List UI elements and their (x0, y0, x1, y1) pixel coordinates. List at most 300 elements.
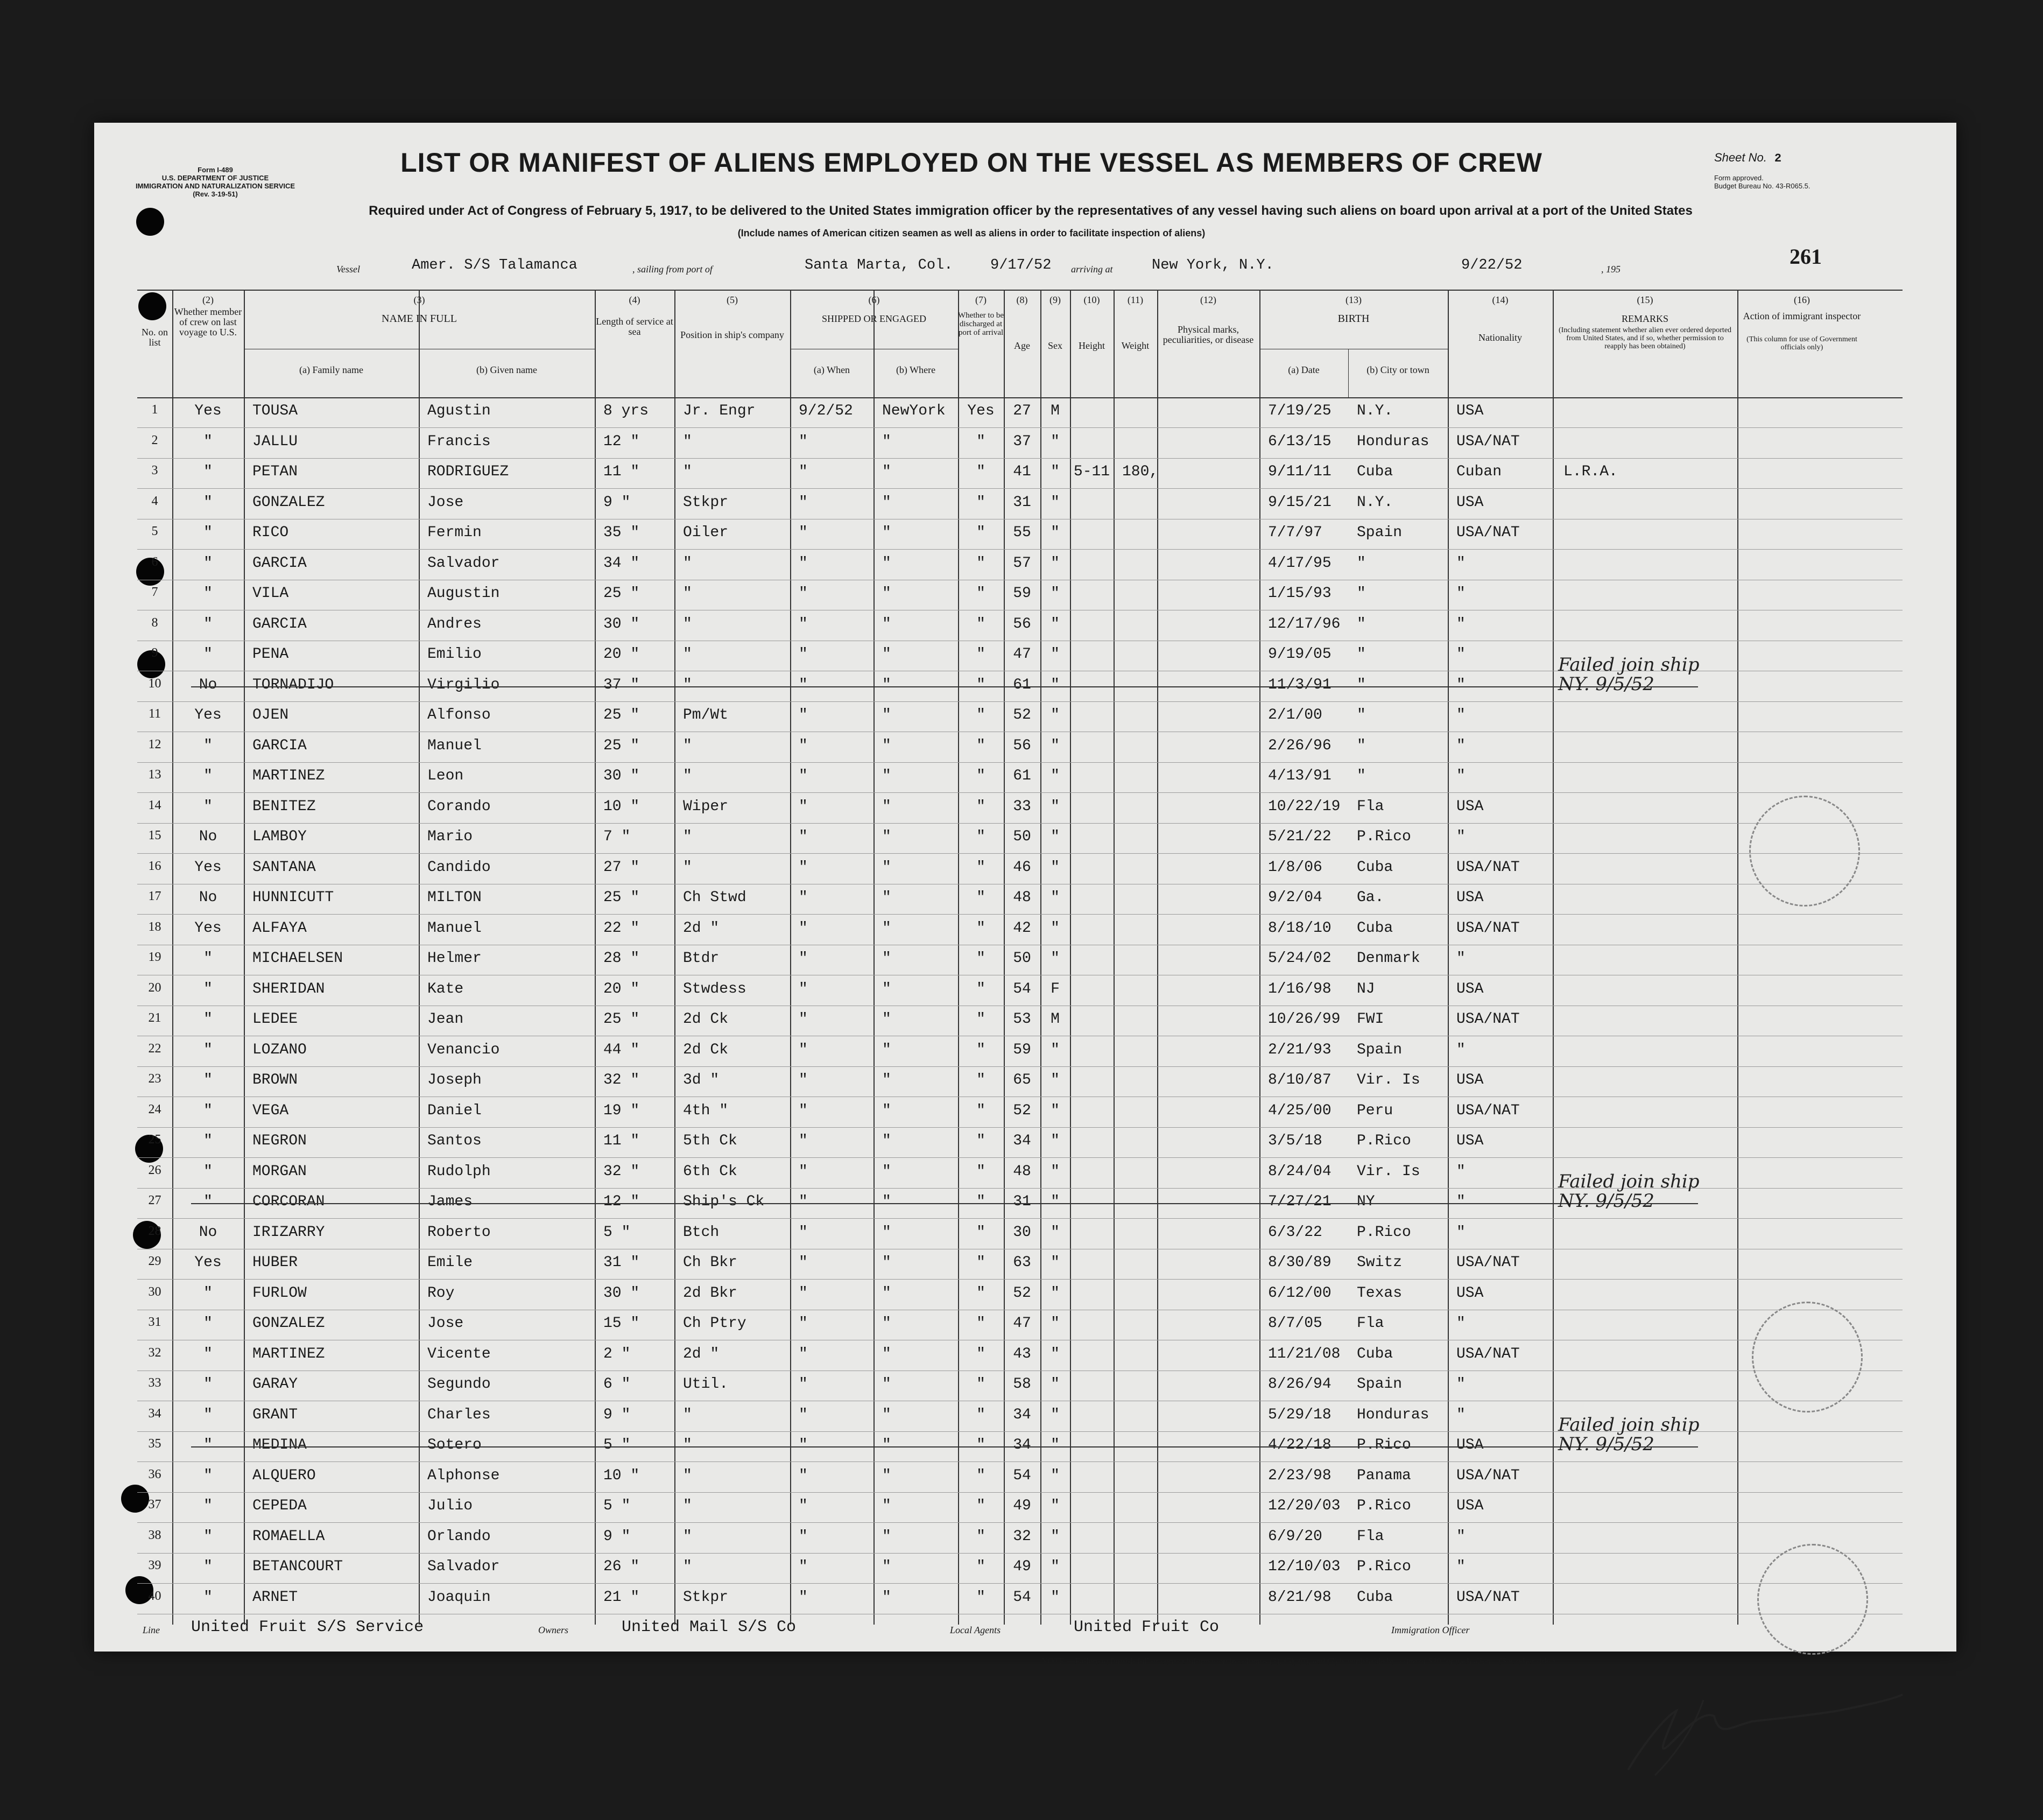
cell-last: No (199, 676, 217, 693)
cell-position: 2d Ck (683, 1041, 729, 1058)
cell-sex: " (1051, 1072, 1060, 1088)
cell-where: " (882, 768, 891, 784)
cell-position: Oiler (683, 524, 729, 541)
cell-nat: USA (1456, 798, 1484, 815)
cell-when: " (799, 828, 808, 845)
cell-when: " (799, 646, 808, 663)
cell-last: " (203, 737, 213, 754)
cell-disch: " (976, 1376, 985, 1393)
cell-family: HUBER (252, 1254, 298, 1271)
col-inspector-header: Action of immigrant inspector (1743, 311, 1861, 321)
cell-service: 10 " (603, 1467, 640, 1484)
table-row (137, 1492, 1903, 1523)
cell-age: 52 (1013, 707, 1031, 723)
col-service-header: Length of service at sea (596, 316, 673, 337)
cell-family: MEDINA (252, 1437, 307, 1453)
cell-sex: " (1051, 1254, 1060, 1271)
cell-city: Fla (1357, 798, 1384, 815)
cell-no: 7 (151, 585, 158, 599)
cell-where: " (882, 1102, 891, 1119)
cell-birth-date: 4/13/91 (1268, 768, 1332, 784)
cell-last: Yes (194, 403, 222, 419)
cell-age: 54 (1013, 980, 1031, 997)
sailing-label: , sailing from port of (632, 264, 713, 275)
cell-sex: " (1051, 524, 1060, 541)
cell-family: BENITEZ (252, 798, 316, 815)
cell-service: 11 " (603, 1133, 640, 1149)
cell-nat: USA/NAT (1456, 1254, 1520, 1271)
cell-family: TORNADIJO (252, 676, 334, 693)
cell-given: Salvador (427, 554, 500, 572)
cell-given: Manuel (427, 737, 482, 754)
cell-disch: " (976, 1133, 985, 1149)
cell-when: " (799, 919, 808, 937)
cell-age: 49 (1013, 1558, 1031, 1575)
cell-disch: " (976, 1558, 985, 1575)
cell-disch: " (976, 1041, 985, 1058)
cell-family: GARCIA (252, 554, 307, 572)
cell-service: 12 " (603, 1193, 640, 1210)
cell-city: Cuba (1357, 463, 1393, 480)
cell-where: " (882, 463, 891, 480)
col-city-header: (b) City or town (1366, 364, 1429, 375)
cell-last: " (203, 494, 213, 511)
cell-city: FWI (1357, 1011, 1384, 1028)
cell-last: " (203, 1406, 213, 1423)
cell-sex: " (1051, 1102, 1060, 1119)
cell-service: 34 " (603, 554, 640, 572)
cell-position: " (683, 646, 692, 663)
cell-when: " (799, 463, 808, 480)
arrival-date: 9/22/52 (1461, 257, 1523, 273)
cell-service: 27 " (603, 859, 640, 876)
cell-no: 19 (148, 950, 161, 964)
cell-when: " (799, 1072, 808, 1088)
cell-birth-date: 8/24/04 (1268, 1163, 1332, 1180)
cell-last: " (203, 554, 213, 572)
cell-given: Leon (427, 768, 464, 784)
cell-sex: " (1051, 1437, 1060, 1453)
cell-disch: " (976, 919, 985, 937)
cell-when: " (799, 1315, 808, 1332)
cell-no: 34 (148, 1406, 161, 1421)
cell-last: Yes (194, 1254, 222, 1271)
agents-value: United Fruit Co (1074, 1618, 1220, 1636)
cell-disch: " (976, 615, 985, 633)
col-last-voyage-header: Whether member of crew on last voyage to U.S. (174, 306, 242, 338)
cell-no: 8 (151, 615, 158, 630)
cell-disch: " (976, 1254, 985, 1271)
cell-age: 48 (1013, 1163, 1031, 1180)
cell-given: Andres (427, 615, 482, 633)
cell-age: 30 (1013, 1224, 1031, 1241)
cell-position: 2d " (683, 1345, 720, 1362)
cell-when: " (799, 1558, 808, 1575)
cell-where: " (882, 980, 891, 997)
cell-last: Yes (194, 859, 222, 876)
cell-last: " (203, 798, 213, 815)
cell-disch: " (976, 980, 985, 997)
cell-when: " (799, 585, 808, 602)
cell-when: " (799, 859, 808, 876)
cell-no: 35 (148, 1437, 161, 1451)
arriving-label: arriving at (1071, 264, 1113, 275)
cell-disch: " (976, 1193, 985, 1210)
cell-last: " (203, 1072, 213, 1088)
cell-age: 43 (1013, 1345, 1031, 1362)
cell-nat: USA (1456, 1072, 1484, 1088)
table-row (137, 915, 1903, 945)
cell-city: Cuba (1357, 859, 1393, 876)
cell-last: " (203, 1102, 213, 1119)
cell-where: " (882, 433, 891, 450)
cell-nat: USA/NAT (1456, 524, 1520, 541)
cell-sex: " (1051, 950, 1060, 967)
col-age-header: Age (1014, 340, 1030, 351)
cell-nat: USA/NAT (1456, 859, 1520, 876)
cell-when: " (799, 737, 808, 754)
cell-last: " (203, 1376, 213, 1393)
cell-no: 24 (148, 1102, 161, 1116)
cell-birth-date: 9/15/21 (1268, 494, 1332, 511)
cell-no: 33 (148, 1376, 161, 1390)
cell-no: 11 (148, 707, 161, 721)
cell-disch: Yes (967, 403, 995, 419)
cell-where: " (882, 798, 891, 815)
cell-city: " (1357, 737, 1366, 754)
cell-position: Stkpr (683, 494, 729, 511)
cell-family: NEGRON (252, 1133, 307, 1149)
cell-last: " (203, 1558, 213, 1575)
table-row (137, 1340, 1903, 1371)
cell-no: 25 (148, 1133, 161, 1147)
cell-when: " (799, 1376, 808, 1393)
cell-where: " (882, 859, 891, 876)
col-family-name-header: (a) Family name (299, 364, 363, 375)
cell-city: P.Rico (1357, 1437, 1411, 1453)
cell-given: Virgilio (427, 676, 500, 693)
cell-family: MARTINEZ (252, 1345, 325, 1362)
footer-note: NOTE.—Failure to furnish full or correct information in columns (3), (5), (6), and (7) is punishable by a fine of $10 for each alien. (See other side.) (1041, 1657, 1555, 1666)
cell-given: James (427, 1193, 473, 1210)
cell-position: Stkpr (683, 1589, 729, 1606)
cell-sex: " (1051, 707, 1060, 723)
cell-no: 29 (148, 1254, 161, 1268)
cell-disch: " (976, 1224, 985, 1241)
cell-nat: USA (1456, 1498, 1484, 1514)
cell-position: " (683, 585, 692, 602)
cell-where: " (882, 676, 891, 693)
cell-position: Stwdess (683, 980, 746, 997)
sheet-number: Sheet No. 2 (1714, 151, 1782, 165)
cell-birth-date: 5/21/22 (1268, 828, 1332, 845)
cell-no: 31 (148, 1315, 161, 1329)
departure-date: 9/17/52 (990, 257, 1052, 273)
cell-disch: " (976, 554, 985, 572)
cell-last: " (203, 1284, 213, 1302)
cell-family: TOUSA (252, 403, 298, 419)
cell-last: Yes (194, 919, 222, 937)
cell-service: 25 " (603, 737, 640, 754)
cell-disch: " (976, 1011, 985, 1028)
cell-position: " (683, 859, 692, 876)
cell-last: " (203, 1315, 213, 1332)
cell-where: " (882, 1224, 891, 1241)
cell-family: VEGA (252, 1102, 289, 1119)
cell-age: 34 (1013, 1133, 1031, 1149)
cell-age: 32 (1013, 1528, 1031, 1545)
cell-age: 34 (1013, 1437, 1031, 1453)
cell-given: Venancio (427, 1041, 500, 1058)
remarks-note: Failed join ship NY. 9/5/52 (1558, 1414, 1700, 1455)
cell-family: HUNNICUTT (252, 889, 334, 906)
cell-sex: " (1051, 615, 1060, 633)
table-row (137, 854, 1903, 884)
cell-city: NY (1357, 1193, 1375, 1210)
remarks-note: Failed join ship NY. 9/5/52 (1558, 653, 1700, 695)
cell-last: " (203, 1193, 213, 1210)
cell-sex: " (1051, 919, 1060, 937)
cell-last: " (203, 1528, 213, 1545)
cell-nat: " (1456, 676, 1466, 693)
cell-birth-date: 4/22/18 (1268, 1437, 1332, 1453)
cell-service: 30 " (603, 615, 640, 633)
cell-given: Orlando (427, 1528, 491, 1545)
cell-no: 9 (151, 646, 158, 660)
table-row (137, 1553, 1903, 1584)
cell-where: NewYork (882, 403, 946, 419)
table-row (137, 1219, 1903, 1249)
col-nationality-header: Nationality (1478, 332, 1522, 343)
officer-label: Immigration Officer (1391, 1625, 1470, 1635)
cell-where: " (882, 585, 891, 602)
cell-age: 42 (1013, 919, 1031, 937)
cell-where: " (882, 828, 891, 845)
cell-where: " (882, 1345, 891, 1362)
table-row (137, 793, 1903, 824)
inspector-stamp (1749, 796, 1860, 907)
cell-birth-date: 6/12/00 (1268, 1284, 1332, 1302)
cell-sex: " (1051, 1315, 1060, 1332)
cell-sex: " (1051, 1284, 1060, 1302)
cell-disch: " (976, 1467, 985, 1484)
table-row (137, 1584, 1903, 1614)
col-height-header: Height (1079, 340, 1105, 351)
cell-sex: " (1051, 433, 1060, 450)
cell-birth-date: 6/13/15 (1268, 433, 1332, 450)
cell-last: Yes (194, 707, 222, 723)
cell-birth-date: 2/26/96 (1268, 737, 1332, 754)
cell-age: 49 (1013, 1498, 1031, 1514)
cell-family: JALLU (252, 433, 298, 450)
cell-given: Alfonso (427, 707, 491, 723)
cell-last: " (203, 1589, 213, 1606)
line-value: United Fruit S/S Service (191, 1618, 424, 1636)
cell-birth-date: 7/27/21 (1268, 1193, 1332, 1210)
cell-birth-date: 3/5/18 (1268, 1133, 1322, 1149)
cell-no: 1 (151, 403, 158, 417)
cell-last: " (203, 1345, 213, 1362)
cell-no: 23 (148, 1072, 161, 1086)
cell-family: CORCORAN (252, 1193, 325, 1210)
cell-family: BETANCOURT (252, 1558, 343, 1575)
cell-no: 10 (148, 676, 161, 691)
cell-age: 58 (1013, 1376, 1031, 1393)
cell-sex: " (1051, 1589, 1060, 1606)
strike-through-line (191, 686, 1698, 687)
cell-position: " (683, 1498, 692, 1514)
cell-when: " (799, 433, 808, 450)
cell-disch: " (976, 585, 985, 602)
cell-no: 26 (148, 1163, 161, 1177)
cell-age: 56 (1013, 615, 1031, 633)
cell-disch: " (976, 1102, 985, 1119)
cell-birth-date: 2/23/98 (1268, 1467, 1332, 1484)
cell-last: " (203, 585, 213, 602)
cell-service: 44 " (603, 1041, 640, 1058)
cell-service: 6 " (603, 1376, 631, 1393)
cell-nat: USA (1456, 1437, 1484, 1453)
cell-disch: " (976, 768, 985, 784)
cell-where: " (882, 1589, 891, 1606)
cell-disch: " (976, 1072, 985, 1088)
cell-when: " (799, 768, 808, 784)
cell-last: No (199, 828, 217, 845)
cell-disch: " (976, 676, 985, 693)
cell-when: " (799, 889, 808, 906)
cell-family: GARCIA (252, 737, 307, 754)
cell-given: Helmer (427, 950, 482, 967)
cell-sex: " (1051, 585, 1060, 602)
cell-disch: " (976, 1498, 985, 1514)
cell-age: 33 (1013, 798, 1031, 815)
cell-sex: " (1051, 737, 1060, 754)
cell-given: RODRIGUEZ (427, 463, 509, 480)
cell-city: Cuba (1357, 1345, 1393, 1362)
strike-through-line (191, 1203, 1698, 1204)
col-weight-header: Weight (1121, 340, 1150, 351)
cell-family: CEPEDA (252, 1498, 307, 1514)
cell-position: 4th " (683, 1102, 729, 1119)
cell-nat: " (1456, 737, 1466, 754)
cell-nat: USA (1456, 1133, 1484, 1149)
cell-given: Charles (427, 1406, 491, 1423)
cell-age: 59 (1013, 1041, 1031, 1058)
cell-city: " (1357, 554, 1366, 572)
cell-where: " (882, 1163, 891, 1180)
cell-where: " (882, 1193, 891, 1210)
cell-nat: " (1456, 1224, 1466, 1241)
cell-family: ALQUERO (252, 1467, 316, 1484)
cell-birth-date: 8/26/94 (1268, 1376, 1332, 1393)
cell-nat: " (1456, 554, 1466, 572)
cell-service: 9 " (603, 494, 631, 511)
cell-given: Jose (427, 494, 464, 511)
cell-when: " (799, 1345, 808, 1362)
cell-no: 2 (151, 433, 158, 447)
cell-nat: " (1456, 1558, 1466, 1575)
cell-when: " (799, 615, 808, 633)
cell-birth-date: 8/18/10 (1268, 919, 1332, 937)
cell-when: " (799, 1011, 808, 1028)
cell-birth-date: 7/19/25 (1268, 403, 1332, 419)
cell-sex: " (1051, 554, 1060, 572)
owners-label: Owners (538, 1625, 569, 1635)
cell-service: 30 " (603, 768, 640, 784)
cell-sex: " (1051, 1163, 1060, 1180)
cell-nat: USA (1456, 980, 1484, 997)
cell-sex: " (1051, 1498, 1060, 1514)
table-row (137, 519, 1903, 550)
cell-no: 17 (148, 889, 161, 903)
cell-given: Augustin (427, 585, 500, 602)
cell-position: 2d Ck (683, 1011, 729, 1028)
cell-disch: " (976, 950, 985, 967)
cell-service: 22 " (603, 919, 640, 937)
cell-city: Cuba (1357, 919, 1393, 937)
cell-where: " (882, 1254, 891, 1271)
cell-sex: M (1051, 403, 1060, 419)
cell-age: 55 (1013, 524, 1031, 541)
cell-service: 32 " (603, 1163, 640, 1180)
cell-remarks: L.R.A. (1563, 463, 1618, 480)
cell-disch: " (976, 707, 985, 723)
cell-last: " (203, 1163, 213, 1180)
cell-sex: " (1051, 1041, 1060, 1058)
cell-disch: " (976, 463, 985, 480)
cell-city: Spain (1357, 1041, 1403, 1058)
col-where-header: (b) Where (896, 364, 936, 375)
cell-position: 6th Ck (683, 1163, 737, 1180)
cell-city: " (1357, 585, 1366, 602)
cell-no: 27 (148, 1193, 161, 1207)
cell-disch: " (976, 433, 985, 450)
cell-when: 9/2/52 (799, 403, 853, 419)
cell-birth-date: 1/16/98 (1268, 980, 1332, 997)
cell-service: 20 " (603, 980, 640, 997)
cell-when: " (799, 1528, 808, 1545)
cell-sex: " (1051, 828, 1060, 845)
cell-disch: " (976, 737, 985, 754)
cell-city: " (1357, 646, 1366, 663)
cell-birth-date: 6/3/22 (1268, 1224, 1322, 1241)
cell-where: " (882, 1467, 891, 1484)
cell-given: Rudolph (427, 1163, 491, 1180)
cell-no: 20 (148, 980, 161, 995)
cell-given: MILTON (427, 889, 482, 906)
cell-position: Ch Ptry (683, 1315, 746, 1332)
cell-no: 22 (148, 1041, 161, 1056)
cell-service: 5 " (603, 1224, 631, 1241)
cell-position: " (683, 615, 692, 633)
cell-family: LEDEE (252, 1011, 298, 1028)
cell-birth-date: 8/7/05 (1268, 1315, 1322, 1332)
cell-birth-date: 9/2/04 (1268, 889, 1322, 906)
crew-table: No. on list (2) Whether member of crew on last voyage to U.S. (3) NAME IN FULL (a) Family name (b) Given name (4) Length of service at sea (5) Position in ship's company (6) SHIPPED OR ENGAGED (a) When (b) Where (7) Whether to be discharged at port of arrival (8) Age (9) Sex (10) Height (11) Weight (12) Physical marks, peculiarities, or disease (13) BIRTH (a) Date (b) City or town (14) Nationality (15) REMARKS (Including statement whether alien ever ordered deported from United States, and if so, whether permission to reapply has been obtained) (16) Action of immigrant inspector (This column for use of Government officials only) 1 Yes TOUSA Agustin 8 yrs Jr. Engr 9/2/52 NewYork Yes 27 M 7/19/25 N.Y. USA 2 " JALLU Francis 12 " " " " " 37 " 6/13/15 Honduras USA/NAT 3 " PETAN RODRIGUEZ 11 " " " " " 41 " 5-11 180, 9/11/11 Cuba Cuban L.R.A. 4 " GONZALEZ Jose 9 " Stkpr " " " 31 " 9/15/21 N.Y. USA 5 " RICO Fermin 35 " Oiler " " " 55 " 7/7/97 Spain USA/NAT 6 " GARCIA Salvador 34 " " " " " 57 " 4/17/95 " " 7 " VILA Augustin 25 " " " " " 59 " 1/15/93 " " 8 " GARCIA Andres 30 " " " " " 56 " 12/17/96 " " 9 " PENA Emilio 20 " " " " " 47 " 9/19/05 " " 10 No TORNADIJO Virgilio 37 " " " " " 61 " 11/3/91 " " Failed join ship NY. 9/5/52 11 Yes OJEN Alfonso 25 " Pm/Wt " " " 52 " 2/1/00 " " 12 " GARCIA Manuel 25 " " " " " 56 " 2/26/96 " " 13 " MARTINEZ Leon 30 " " " " " 61 " 4/13/91 " " 14 " BENITEZ Corando 10 " Wiper " " " 33 " 10/22/19 Fla USA 15 No LAMBOY Mario 7 " " " " " 50 " 5/21/22 P.Rico " 16 Yes SANTANA Candido 27 " " " " " 46 " 1/8/06 Cuba USA/NAT 17 No HUNNICUTT MILTON 25 " Ch Stwd " " " 48 " 9/2/04 Ga. USA 18 Yes ALFAYA Manuel 22 " 2d " " " " 42 " 8/18/10 Cuba USA/NAT 19 " MICHAELSEN Helmer 28 " Btdr " " " 50 " 5/24/02 Denmark " 20 " SHERIDAN Kate 20 " Stwdess " " " 54 F 1/16/98 NJ USA 21 " LEDEE Jean 25 " 2d Ck " " " 53 M 10/26/99 FWI USA/NAT 22 " LOZANO Venancio 44 " 2d Ck " " " 59 " 2/21/93 Spain " 23 " BROWN Joseph 32 " 3d " " " " 65 " 8/10/87 Vir. Is USA 24 " VEGA Daniel 19 " 4th " " " " 52 " 4/25/00 Peru USA/NAT 25 " NEGRON Santos 11 " 5th Ck " " " 34 " 3/5/18 P.Rico USA 26 " MORGAN Rudolph 32 " 6th Ck " " " 48 " 8/24/04 Vir. Is " 27 " CORCORAN James 12 " Ship's Ck " " " 31 " 7/27/21 NY " Failed join ship NY. 9/5/52 28 No IRIZARRY Roberto 5 " Btch " " " 30 " 6/3/22 P.Rico " 29 Yes HUBER Emile 31 " Ch Bkr " " " 63 " 8/30/89 Switz USA/NAT 30 " FURLOW Roy 30 " 2d Bkr " " " 52 " 6/12/00 Texas USA 31 " GONZALEZ Jose 15 " Ch Ptry " " " 47 " 8/7/05 Fla " 32 " MARTINEZ Vicente 2 " 2d " " " " 43 " 11/21/08 Cuba USA/NAT 33 " GARAY Segundo 6 " Util. " " " 58 " 8/26/94 Spain " 34 " GRANT Charles 9 " " " " " 34 " 5/29/18 Honduras " 35 " MEDINA Sotero 5 " " " " " 34 " 4/22/18 P.Rico USA Failed join ship NY. 9/5/52 36 " ALQUERO Alphonse 10 " " " " " 54 " 2/23/98 Panama USA/NAT 37 " CEPEDA Julio 5 " " " " " 49 " 12/20/03 P.Rico USA 38 " ROMAELLA Orlando 9 " " " " " 32 " 6/9/20 Fla " 39 " BETANCOURT Salvador 26 " " " " " 49 " 12/10/03 P.Rico " 40 " ARNET Joaquin 21 " Stkpr " " " 54 " 8/21/98 Cuba USA/NAT (137, 290, 1903, 1635)
cell-service: 25 " (603, 585, 640, 602)
cell-disch: " (976, 1345, 985, 1362)
cell-service: 10 " (603, 798, 640, 815)
cell-age: 27 (1013, 403, 1031, 419)
cell-position: " (683, 737, 692, 754)
cell-nat: USA/NAT (1456, 1345, 1520, 1362)
cell-nat: USA/NAT (1456, 433, 1520, 450)
cell-family: GARAY (252, 1376, 298, 1393)
cell-family: GARCIA (252, 615, 307, 633)
cell-no: 39 (148, 1558, 161, 1572)
cell-sex: " (1051, 494, 1060, 511)
cell-disch: " (976, 1315, 985, 1332)
